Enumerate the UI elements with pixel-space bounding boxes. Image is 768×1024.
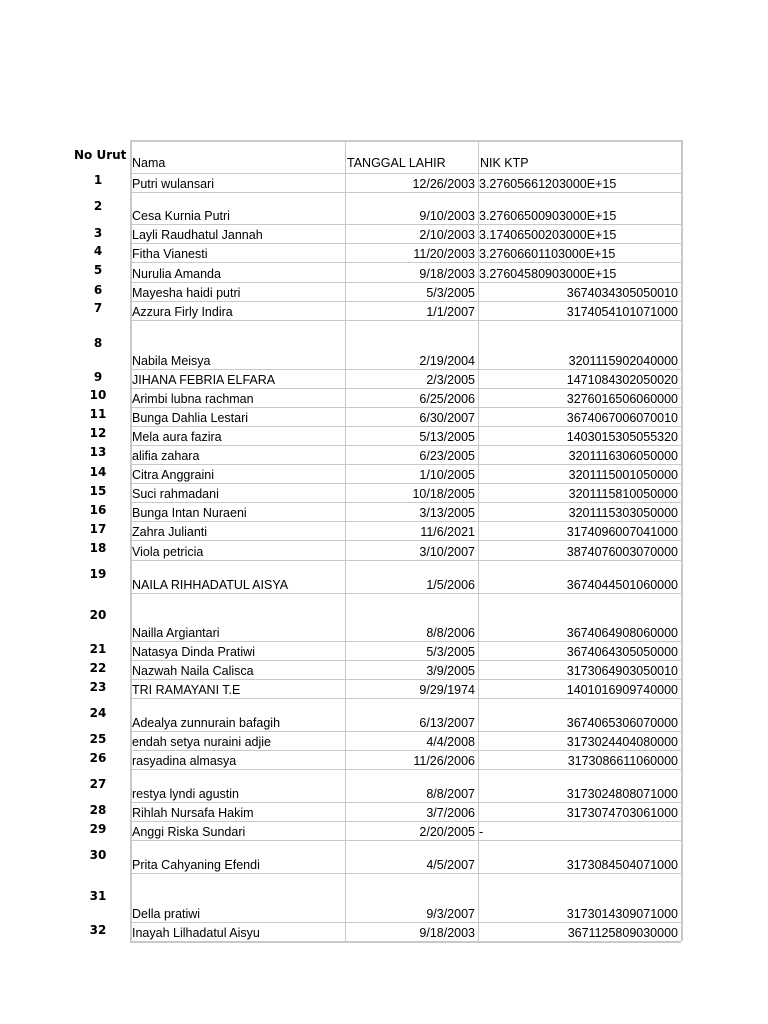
row-number: 22 — [89, 661, 107, 675]
row-number: 29 — [89, 822, 107, 836]
name-cell: Citra Anggraini — [132, 468, 214, 482]
row-number: 11 — [89, 407, 107, 421]
name-cell: Cesa Kurnia Putri — [132, 209, 230, 223]
table-row-divider — [130, 173, 681, 174]
name-cell: Arimbi lubna rachman — [132, 392, 254, 406]
table-row-divider — [130, 243, 681, 244]
header-no-urut: No Urut — [74, 148, 127, 162]
name-cell: Fitha Vianesti — [132, 247, 208, 261]
row-number: 1 — [93, 173, 103, 187]
table-row — [0, 922, 768, 941]
name-cell: Inayah Lilhadatul Aisyu — [132, 926, 260, 940]
table-row-divider — [130, 521, 681, 522]
name-cell: restya lyndi agustin — [132, 787, 240, 801]
name-cell: rasyadina almasya — [132, 754, 237, 768]
row-number: 25 — [89, 732, 107, 746]
name-cell: Nurulia Amanda — [132, 267, 221, 281]
name-cell: Natasya Dinda Pratiwi — [132, 645, 255, 659]
table-column-divider — [681, 140, 683, 941]
table-row — [0, 873, 768, 922]
row-number: 26 — [89, 751, 107, 765]
row-number: 15 — [89, 484, 107, 498]
table-row — [0, 464, 768, 483]
table-row — [0, 593, 768, 641]
table-row-divider — [130, 750, 681, 751]
birth-date-cell: 9/18/2003 — [419, 267, 475, 281]
nik-cell: 3874076003070000 — [566, 545, 678, 559]
row-number: 28 — [89, 803, 107, 817]
name-cell: alifia zahara — [132, 449, 200, 463]
birth-date-cell: 2/3/2005 — [426, 373, 475, 387]
table-row — [0, 802, 768, 821]
name-cell: Suci rahmadani — [132, 487, 219, 501]
birth-date-cell: 9/10/2003 — [419, 209, 475, 223]
row-number: 5 — [93, 263, 103, 277]
row-number: 8 — [93, 336, 103, 350]
birth-date-cell: 9/3/2007 — [426, 907, 475, 921]
table-row-divider — [130, 922, 681, 923]
name-cell: Mela aura fazira — [132, 430, 222, 444]
nik-cell: 3.27605661203000E+15 — [479, 177, 617, 191]
table-row-divider — [130, 502, 681, 503]
row-number: 24 — [89, 706, 107, 720]
birth-date-cell: 2/20/2005 — [419, 825, 475, 839]
table-row-divider — [130, 369, 681, 370]
name-cell: Della pratiwi — [132, 907, 201, 921]
header-nik-ktp: NIK KTP — [480, 156, 529, 170]
row-number: 14 — [89, 465, 107, 479]
table-row — [0, 445, 768, 464]
table-row — [0, 769, 768, 802]
name-cell: Putri wulansari — [132, 177, 214, 191]
birth-date-cell: 10/18/2005 — [412, 487, 475, 501]
birth-date-cell: 6/23/2005 — [419, 449, 475, 463]
table-row — [0, 173, 768, 192]
table-row — [0, 660, 768, 679]
table-row-divider — [130, 540, 681, 541]
table-row-divider — [130, 301, 681, 302]
table-row-divider — [130, 320, 681, 321]
table-row-divider — [130, 407, 681, 408]
birth-date-cell: 2/10/2003 — [419, 228, 475, 242]
table-row-divider — [130, 388, 681, 389]
table-row — [0, 224, 768, 243]
nik-cell: 1403015305055320 — [566, 430, 678, 444]
table-row-divider — [130, 679, 681, 680]
name-cell: Viola petricia — [132, 545, 204, 559]
birth-date-cell: 4/5/2007 — [426, 858, 475, 872]
row-number: 23 — [89, 680, 107, 694]
nik-cell: 3201115902040000 — [568, 354, 678, 368]
table-row-divider — [130, 426, 681, 427]
table-row — [0, 192, 768, 224]
row-number: 19 — [89, 567, 107, 581]
table-row — [0, 426, 768, 445]
nik-cell: 3173084504071000 — [566, 858, 678, 872]
table-row — [0, 262, 768, 282]
table-row-divider — [130, 593, 681, 594]
name-cell: Bunga Dahlia Lestari — [132, 411, 249, 425]
birth-date-cell: 3/7/2006 — [426, 806, 475, 820]
nik-cell: 3674064908060000 — [566, 626, 678, 640]
table-row — [0, 320, 768, 369]
nik-cell: 3674067006070010 — [566, 411, 678, 425]
birth-date-cell: 3/9/2005 — [426, 664, 475, 678]
table-row-divider — [130, 262, 681, 263]
nik-cell: 3173014309071000 — [566, 907, 678, 921]
nik-cell: 3174096007041000 — [566, 525, 678, 539]
birth-date-cell: 3/10/2007 — [419, 545, 475, 559]
table-row — [0, 483, 768, 502]
table-row — [0, 679, 768, 698]
birth-date-cell: 11/6/2021 — [420, 525, 475, 539]
nik-cell: 3173086611060000 — [567, 754, 678, 768]
table-row — [0, 388, 768, 407]
birth-date-cell: 1/5/2006 — [426, 578, 475, 592]
header-nama: Nama — [132, 156, 166, 170]
table-row-divider — [130, 560, 681, 561]
table-row-divider — [130, 483, 681, 484]
name-cell: Adealya zunnurain bafagih — [132, 716, 281, 730]
row-number: 16 — [89, 503, 107, 517]
name-cell: Nailla Argiantari — [132, 626, 220, 640]
name-cell: Nabila Meisya — [132, 354, 211, 368]
nik-cell: 3201116306050000 — [568, 449, 678, 463]
name-cell: JIHANA FEBRIA ELFARA — [132, 373, 276, 387]
table-row — [0, 502, 768, 521]
nik-cell: 3674044501060000 — [566, 578, 678, 592]
table-row-divider — [130, 873, 681, 874]
name-cell: Bunga Intan Nuraeni — [132, 506, 247, 520]
nik-cell: 3173024404080000 — [566, 735, 678, 749]
birth-date-cell: 1/1/2007 — [426, 305, 475, 319]
table-row-divider — [130, 731, 681, 732]
row-number: 30 — [89, 848, 107, 862]
table-row — [0, 731, 768, 750]
table-row — [0, 369, 768, 388]
table-row-divider — [130, 840, 681, 841]
nik-cell: 3173064903050010 — [566, 664, 678, 678]
birth-date-cell: 9/18/2003 — [419, 926, 475, 940]
table-row-divider — [130, 802, 681, 803]
nik-cell: 3173074703061000 — [566, 806, 678, 820]
table-row — [0, 698, 768, 731]
nik-cell: 3201115001050000 — [568, 468, 678, 482]
row-number: 31 — [89, 889, 107, 903]
table-top-border — [130, 140, 681, 142]
row-number: 4 — [93, 244, 103, 258]
table-row-divider — [130, 941, 681, 943]
table-row-divider — [130, 282, 681, 283]
name-cell: NAILA RIHHADATUL AISYA — [132, 578, 289, 592]
birth-date-cell: 3/13/2005 — [419, 506, 475, 520]
nik-cell: 3276016506060000 — [566, 392, 678, 406]
name-cell: Azzura Firly Indira — [132, 305, 233, 319]
birth-date-cell: 8/8/2007 — [426, 787, 475, 801]
table-row — [0, 560, 768, 593]
table-row-divider — [130, 660, 681, 661]
name-cell: endah setya nuraini adjie — [132, 735, 271, 749]
table-row — [0, 540, 768, 560]
birth-date-cell: 5/13/2005 — [419, 430, 475, 444]
table-row-divider — [130, 698, 681, 699]
table-row-divider — [130, 821, 681, 822]
nik-cell: 3674034305050010 — [566, 286, 678, 300]
nik-cell: 3.17406500203000E+15 — [479, 228, 617, 242]
header-tanggal-lahir: TANGGAL LAHIR — [347, 156, 446, 170]
birth-date-cell: 4/4/2008 — [426, 735, 475, 749]
birth-date-cell: 6/13/2007 — [419, 716, 475, 730]
name-cell: TRI RAMAYANI T.E — [132, 683, 241, 697]
table-row — [0, 282, 768, 301]
row-number: 20 — [89, 608, 107, 622]
table-row — [0, 750, 768, 769]
name-cell: Anggi Riska Sundari — [132, 825, 246, 839]
table-row — [0, 243, 768, 262]
row-number: 21 — [89, 642, 107, 656]
row-number: 3 — [93, 226, 103, 240]
nik-cell: 3674065306070000 — [566, 716, 678, 730]
row-number: 2 — [93, 199, 103, 213]
birth-date-cell: 11/20/2003 — [413, 247, 475, 261]
row-number: 12 — [89, 426, 107, 440]
table-row-divider — [130, 464, 681, 465]
row-number: 6 — [93, 283, 103, 297]
nik-cell: 1471084302050020 — [566, 373, 678, 387]
nik-cell: - — [479, 825, 484, 839]
birth-date-cell: 5/3/2005 — [426, 286, 475, 300]
name-cell: Layli Raudhatul Jannah — [132, 228, 263, 242]
birth-date-cell: 11/26/2006 — [413, 754, 475, 768]
table-row — [0, 407, 768, 426]
table-row — [0, 301, 768, 320]
birth-date-cell: 6/25/2006 — [419, 392, 475, 406]
table-row-divider — [130, 641, 681, 642]
name-cell: Nazwah Naila Calisca — [132, 664, 254, 678]
row-number: 18 — [89, 541, 107, 555]
nik-cell: 3.27604580903000E+15 — [479, 267, 617, 281]
nik-cell: 3174054101071000 — [566, 305, 678, 319]
birth-date-cell: 8/8/2006 — [426, 626, 475, 640]
birth-date-cell: 6/30/2007 — [419, 411, 475, 425]
table-row — [0, 840, 768, 873]
table-row-divider — [130, 769, 681, 770]
birth-date-cell: 12/26/2003 — [412, 177, 475, 191]
nik-cell: 3674064305050000 — [566, 645, 678, 659]
row-number: 17 — [89, 522, 107, 536]
row-number: 13 — [89, 445, 107, 459]
name-cell: Rihlah Nursafa Hakim — [132, 806, 254, 820]
row-number: 27 — [89, 777, 107, 791]
birth-date-cell: 9/29/1974 — [419, 683, 475, 697]
birth-date-cell: 1/10/2005 — [419, 468, 475, 482]
birth-date-cell: 2/19/2004 — [419, 354, 475, 368]
table-row — [0, 521, 768, 540]
nik-cell: 3201115810050000 — [568, 487, 678, 501]
nik-cell: 3201115303050000 — [568, 506, 678, 520]
name-cell: Zahra Julianti — [132, 525, 208, 539]
nik-cell: 3.27606601103000E+15 — [479, 247, 616, 261]
nik-cell: 3.27606500903000E+15 — [479, 209, 617, 223]
row-number: 10 — [89, 388, 107, 402]
row-number: 7 — [93, 301, 103, 315]
table-row-divider — [130, 192, 681, 193]
table-row — [0, 641, 768, 660]
nik-cell: 1401016909740000 — [566, 683, 678, 697]
birth-date-cell: 5/3/2005 — [426, 645, 475, 659]
table-row-divider — [130, 445, 681, 446]
name-cell: Prita Cahyaning Efendi — [132, 858, 260, 872]
nik-cell: 3173024808071000 — [566, 787, 678, 801]
table-row — [0, 821, 768, 840]
row-number: 9 — [93, 370, 103, 384]
name-cell: Mayesha haidi putri — [132, 286, 241, 300]
nik-cell: 3671125809030000 — [567, 926, 678, 940]
row-number: 32 — [89, 923, 107, 937]
table-row-divider — [130, 224, 681, 225]
